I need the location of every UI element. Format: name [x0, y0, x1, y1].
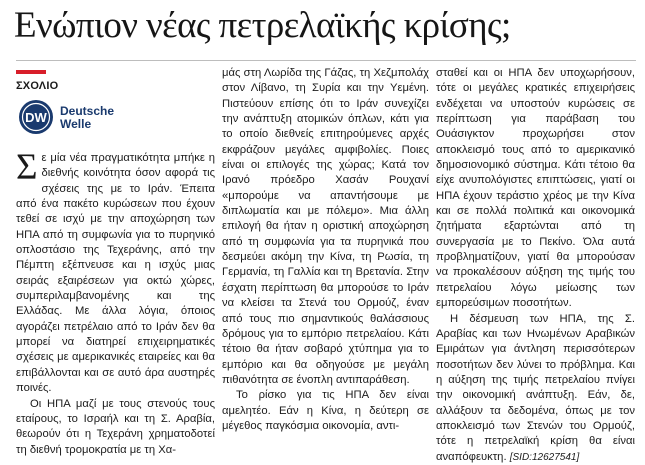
paragraph-3: μάς στη Λωρίδα της Γάζας, τη Χεζμπολάχ στον Λίβανο, τη Συρία και την Υεμένη. Πιστεύουν επίσης ότι το Ιράν συνεχίζει την ανάπτυξη ατομικών όπλων, κάτι για το οποίο διεθνείς επιτηρούμενες αρχές εκφράζουν μεγάλες αμφιβολίες. Ποιες είναι οι επιλογές της χώρας; Κατά τον Ιρανό πρόεδρο Χασάν Ρουχανί «μπορούμε να απαντήσουμε με διπλωματία και με πόλεμο». Μια άλλη επιλογή θα ήταν η οριστική αποχώρηση από τη συμφωνία για τα πυρηνικά που δεσμεύει ακόμη την Κίνα, τη Ρωσία, τη Γερμανία, τη Γαλλία και τη Βρετανία. Στην έσχατη περίπτωση θα μπορούσε το Ιράν να κλείσει τα Στενά του Ορμούζ, έναν από τους πιο σημαντικούς θαλάσσιους δρόμους για το εμπόριο πετρελαίου. Κάτι τέτοιο θα ήταν σοβαρό χτύπημα για το εμπόριο και θα οδηγούσε με μεγάλη πιθανότητα σε ένοπλη αντιπαράθεση.: [222, 67, 429, 386]
paragraph-1: [16, 147, 215, 397]
section-accent-bar: [16, 70, 46, 74]
paragraph-1-text: ε μία νέα πραγματικότητα μπήκε η διεθνής κοινότητα όσον αφορά τις σχέσεις της με το Ιράν. Έπειτα από ένα πακέτο κυρώσεων που έχουν τεθεί σε ισχύ με την αποχώρηση των ΗΠΑ από τη συμφωνία για το πυρηνικό οπλοστάσιο της Τεχεράνης, από την Πέμπτη εξέπνευσε και η ισχύς μιας σειράς εξαιρέσεων για οκτώ χώρες, συμπεριλαμβανομένης και της Ελλάδας. Με άλλα λόγια, όποιος αγοράζει πετρέλαιο από το Ιράν δεν θα μπορεί να διατηρεί επιχειρηματικές σχέσεις με αμερικανικές εταιρείες και θα επιβάλλονται και σε αυτό άρα αυστηρές ποινές.: [16, 152, 215, 395]
dw-logo: [18, 99, 143, 139]
article-column-2: [222, 66, 429, 434]
svg-text:DW: DW: [25, 110, 47, 125]
paragraph-2: Οι ΗΠΑ μαζί με τους στενούς τους εταίρους, το Ισραήλ και τη Σ. Αραβία, θεωρούν ότι η Τεχεράνη χρηματοδοτεί τη διεθνή τρομοκρατία με τη Χα-: [16, 397, 215, 456]
logo-line-1: Deutsche: [60, 104, 115, 118]
dw-logo-text: [60, 105, 114, 131]
paragraph-4: Το ρίσκο για τις ΗΠΑ δεν είναι αμελητέο. Εάν η Κίνα, η δεύτερη σε μέγεθος παγκόσμια οικονομία, αντι-: [222, 389, 429, 432]
story-id: [SID:12627541]: [509, 451, 580, 463]
paragraph-6-text: Η δέσμευση των ΗΠΑ, της Σ. Αραβίας και των Ηνωμένων Αραβικών Εμιράτων για άντληση περισσότερων ποσοτήτων δεν λύνει το πρόβλημα. Και η αύξηση της τιμής πετρελαίου πνίγει την οικονομική ανάπτυξη. Εάν, δε, αλλάξουν τα δεδομένα, όπως με τον αποκλεισμό των Στενών του Ορμούζ, τότε η πετρελαϊκή κρίση θα είναι αναπόφευκτη.: [436, 312, 635, 463]
section-label: ΣΧΟΛΙΟ: [16, 80, 59, 92]
drop-cap: Σ: [16, 147, 38, 188]
paragraph-5: σταθεί και οι ΗΠΑ δεν υποχωρήσουν, τότε οι μεγάλες κρατικές επιχειρήσεις ενδέχεται να υποστούν κυρώσεις σε περίπτωση για παράβαση του Ουάσιγκτον προχωρήσει στον αποκλεισμό τους από το αμερικανικό δημοσιονομικό σύστημα. Κάτι τέτοιο θα είχε ανυπολόγιστες επιπτώσεις, γιατί οι ΗΠΑ έχουν τεράστιο χρέος με την Κίνα και σε πολλά πολιτικά και οικονομικά ζητήματα εξαρτώνται από τη συνεργασία με το Πεκίνο. Όλα αυτά προβληματίζουν, γιατί θα μπορούσαν να προκαλέσουν αύξηση της τιμής του πετρελαίου λόγω μείωσης των εμπορεύσιμων ποσοτήτων.: [436, 67, 635, 310]
paragraph-6: [436, 312, 635, 465]
article-headline: Ενώπιον νέας πετρελαϊκής κρίσης;: [14, 5, 511, 46]
article-column-3: [436, 66, 635, 465]
dw-logo-icon: [18, 99, 54, 135]
article-column-1: [16, 147, 215, 458]
logo-line-2: Welle: [60, 117, 92, 131]
headline-divider: [16, 60, 636, 61]
